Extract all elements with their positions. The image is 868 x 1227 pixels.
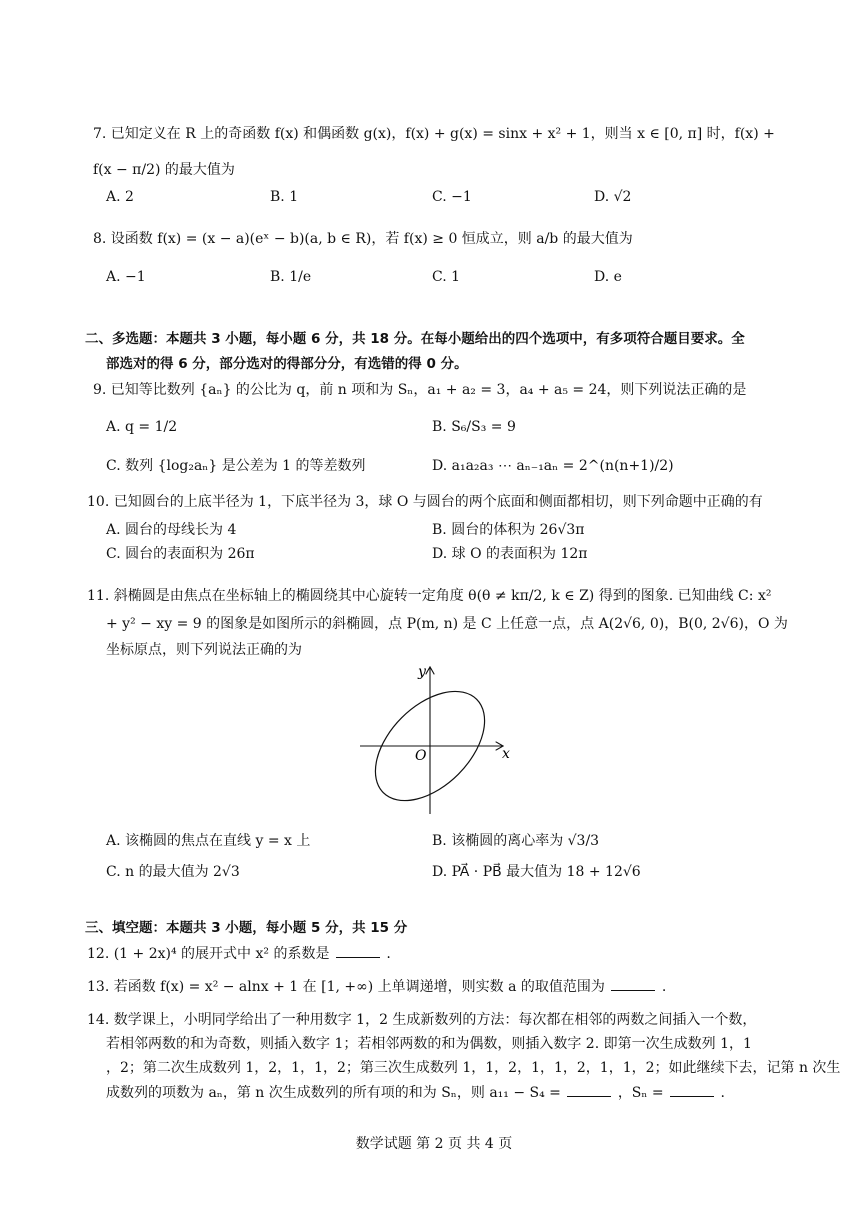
q9-option-d: D. a₁a₂a₃ ⋯ aₙ₋₁aₙ = 2^(n(n+1)/2): [432, 458, 674, 474]
q14-answer-blank-1[interactable]: [567, 1082, 611, 1097]
q12-end: .: [386, 946, 391, 962]
q14-answer-blank-2[interactable]: [670, 1082, 714, 1097]
q11-option-b: B. 该椭圆的离心率为 √3/3: [432, 833, 600, 849]
q13-end: .: [661, 979, 667, 995]
q9-option-b: B. S₆/S₃ = 9: [432, 419, 516, 435]
q10-option-d: D. 球 O 的表面积为 12π: [432, 546, 588, 562]
q12-stem: 12. (1 + 2x)⁴ 的展开式中 x² 的系数是: [87, 946, 330, 962]
x-axis-label: x: [502, 746, 510, 762]
q14-line1: 14. 数学课上，小明同学给出了一种用数字 1，2 生成新数列的方法：每次都在相邻的两数之间插入一个数，: [87, 1012, 757, 1028]
q9-option-a: A. q = 1/2: [106, 419, 178, 435]
q11-option-a: A. 该椭圆的焦点在直线 y = x 上: [106, 833, 311, 849]
origin-label: O: [415, 748, 427, 764]
q11-option-d: D. PA⃗ · PB⃗ 最大值为 18 + 12√6: [432, 864, 641, 880]
q7-option-c: C. −1: [432, 189, 472, 205]
q14-line4-b: ，Sₙ =: [617, 1085, 664, 1101]
q13-stem: 13. 若函数 f(x) = x² − alnx + 1 在 [1, +∞) 上单调递增，则实数 a 的取值范围为: [87, 979, 605, 995]
q8-option-d: D. e: [594, 269, 622, 285]
q13-line: [87, 976, 666, 997]
section2-heading-line2: 部选对的得 6 分，部分选对的得部分分，有选错的得 0 分。: [106, 356, 468, 372]
q12-line: [87, 943, 391, 964]
q10-option-c: C. 圆台的表面积为 26π: [106, 546, 255, 562]
q8-option-a: A. −1: [106, 269, 146, 285]
q10-stem: 10. 已知圆台的上底半径为 1，下底半径为 3，球 O 与圆台的两个底面和侧面都相切，则下列命题中正确的有: [87, 494, 763, 510]
q7-option-b: B. 1: [270, 189, 299, 205]
q9-option-c: C. 数列 {log₂aₙ} 是公差为 1 的等差数列: [106, 458, 366, 474]
q10-option-a: A. 圆台的母线长为 4: [106, 522, 237, 538]
q14-line2: 若相邻两数的和为奇数，则插入数字 1；若相邻两数的和为偶数，则插入数字 2. 即第一次生成数列 1，1: [106, 1036, 752, 1052]
q11-option-c: C. n 的最大值为 2√3: [106, 864, 240, 880]
q8-stem: 8. 设函数 f(x) = (x − a)(eˣ − b)(a, b ∈ R)，若 f(x) ≥ 0 恒成立，则 a/b 的最大值为: [93, 231, 633, 247]
q12-answer-blank[interactable]: [336, 943, 380, 958]
y-axis-label: y: [418, 664, 426, 680]
page-footer: 数学试题 第 2 页 共 4 页: [355, 1136, 513, 1152]
q11-ellipse-figure: [350, 660, 520, 818]
q7-option-d: D. √2: [594, 189, 632, 205]
q8-option-c: C. 1: [432, 269, 461, 285]
section3-heading: 三、填空题：本题共 3 小题，每小题 5 分，共 15 分: [85, 920, 408, 936]
q9-stem: 9. 已知等比数列 {aₙ} 的公比为 q，前 n 项和为 Sₙ，a₁ + a₂ = 3，a₄ + a₅ = 24，则下列说法正确的是: [93, 382, 747, 398]
q10-option-b: B. 圆台的体积为 26√3π: [432, 522, 585, 538]
q14-line4: [106, 1082, 725, 1103]
q14-line4-end: .: [720, 1085, 725, 1101]
q11-stem-line2: + y² − xy = 9 的图象是如图所示的斜椭圆，点 P(m, n) 是 C 上任意一点，点 A(2√6, 0)，B(0, 2√6)，O 为: [106, 616, 788, 632]
q7-stem-line1: 7. 已知定义在 R 上的奇函数 f(x) 和偶函数 g(x)，f(x) + g(x) = sinx + x² + 1，则当 x ∈ [0, π] 时，f(x) +: [93, 126, 775, 142]
q11-stem-line3: 坐标原点，则下列说法正确的为: [106, 642, 302, 658]
q14-line3: ，2；第二次生成数列 1，2，1，1，2；第三次生成数列 1，1，2，1，1，2，1，1，2；如此继续下去，记第 n 次生: [106, 1060, 841, 1076]
q14-line4-a: 成数列的项数为 aₙ，第 n 次生成数列的所有项的和为 Sₙ，则 a₁₁ − S₄ =: [106, 1085, 561, 1101]
q7-option-a: A. 2: [106, 189, 134, 205]
q8-option-b: B. 1/e: [270, 269, 312, 285]
q11-stem-line1: 11. 斜椭圆是由焦点在坐标轴上的椭圆绕其中心旋转一定角度 θ(θ ≠ kπ/2, k ∈ Z) 得到的图象. 已知曲线 C: x²: [87, 588, 772, 604]
section2-heading-line1: 二、多选题：本题共 3 小题，每小题 6 分，共 18 分。在每小题给出的四个选项中，有多项符合题目要求。全: [85, 331, 745, 347]
q13-answer-blank[interactable]: [611, 976, 655, 991]
q7-stem-line2: f(x − π/2) 的最大值为: [93, 162, 235, 178]
